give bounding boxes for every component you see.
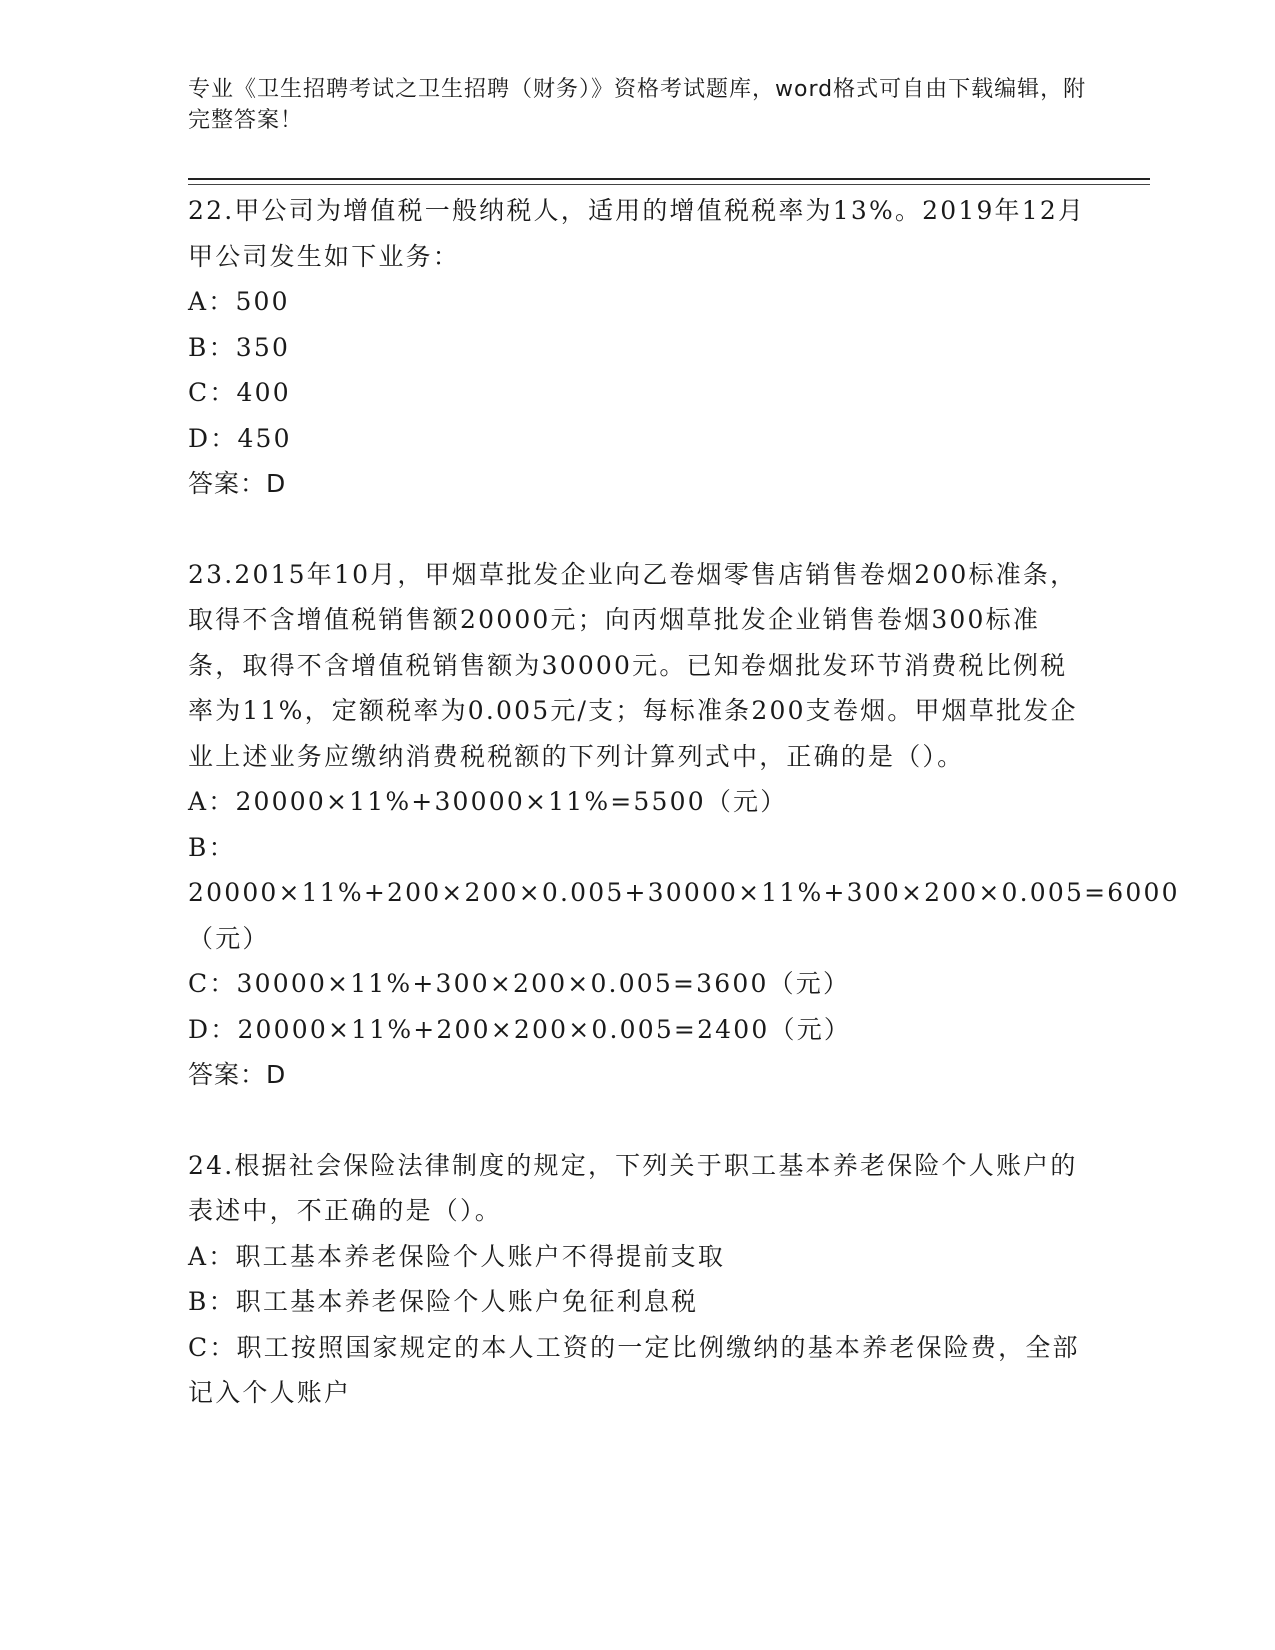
- option-b: B：职工基本养老保险个人账户免征利息税: [188, 1287, 699, 1316]
- option-a: A：20000×11%+30000×11%=5500（元）: [188, 787, 788, 816]
- answer: 答案：D: [188, 1060, 287, 1089]
- header-divider-thick: [188, 178, 1150, 180]
- option-c: C：职工按照国家规定的本人工资的一定比例缴纳的基本养老保险费，全部记入个人账户: [188, 1332, 1080, 1407]
- question-23: [188, 552, 1180, 1098]
- question-22: [188, 188, 1088, 507]
- option-c: C：400: [188, 378, 291, 407]
- option-b: B：20000×11%+200×200×0.005+30000×11%+300×200×0.005=6000（元）: [188, 832, 1180, 953]
- option-c: C：30000×11%+300×200×0.005=3600（元）: [188, 969, 851, 998]
- question-spacer: [188, 507, 1088, 552]
- option-d: D：20000×11%+200×200×0.005=2400（元）: [188, 1014, 852, 1044]
- option-b: B：350: [188, 332, 291, 362]
- question-stem: 22.甲公司为增值税一般纳税人，适用的增值税税率为13%。2019年12月甲公司发生如下业务：: [188, 196, 1086, 271]
- question-stem: 24.根据社会保险法律制度的规定，下列关于职工基本养老保险个人账户的表述中，不正确的是（）。: [188, 1150, 1078, 1225]
- page-header: 专业《卫生招聘考试之卫生招聘（财务）》资格考试题库，word格式可自由下载编辑，附完整答案！: [188, 77, 1087, 133]
- question-spacer: [188, 1098, 1088, 1143]
- answer: 答案：D: [188, 469, 287, 498]
- header-divider-thin: [188, 184, 1150, 185]
- option-a: A：500: [188, 287, 290, 316]
- question-stem: 23.2015年10月，甲烟草批发企业向乙卷烟零售店销售卷烟200标准条，取得不含增值税销售额20000元；向丙烟草批发企业销售卷烟300标准条，取得不含增值税销售额为30000元。已知卷烟批发环节消费税比例税率为11%，定额税率为0.005元/支；每标准条200支卷烟。甲烟草批发企业上述业务应缴纳消费税税额的下列计算列式中，正确的是（）。: [188, 559, 1078, 771]
- question-list: [188, 188, 1180, 1416]
- option-a: A：职工基本养老保险个人账户不得提前支取: [188, 1241, 726, 1271]
- question-24: [188, 1143, 1088, 1416]
- option-d: D：450: [188, 423, 292, 453]
